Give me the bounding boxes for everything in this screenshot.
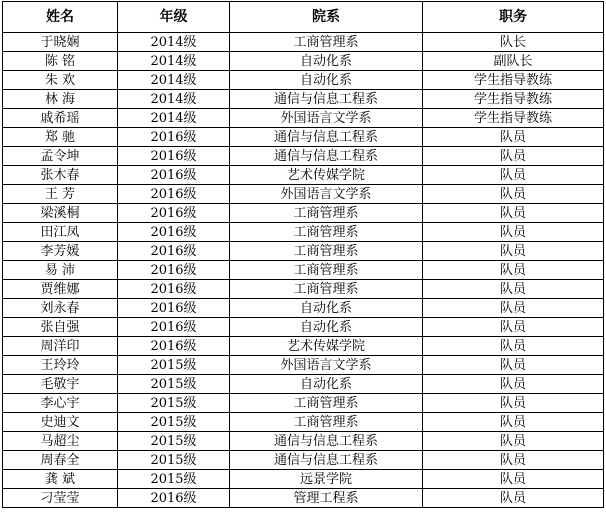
cell-position: 队员 — [423, 318, 604, 337]
cell-name: 周春全 — [3, 451, 118, 470]
cell-name: 王玲玲 — [3, 356, 118, 375]
cell-position: 队员 — [423, 128, 604, 147]
cell-grade: 2016级 — [118, 128, 230, 147]
cell-name: 刁莹莹 — [3, 489, 118, 508]
cell-department: 通信与信息工程系 — [230, 128, 423, 147]
cell-department: 自动化系 — [230, 299, 423, 318]
cell-position: 队长 — [423, 33, 604, 52]
cell-department: 自动化系 — [230, 318, 423, 337]
table-row — [3, 432, 604, 451]
cell-department: 工商管理系 — [230, 204, 423, 223]
table-row — [3, 413, 604, 432]
cell-department: 自动化系 — [230, 52, 423, 71]
cell-name: 马超尘 — [3, 432, 118, 451]
cell-department: 艺术传媒学院 — [230, 166, 423, 185]
cell-department: 自动化系 — [230, 71, 423, 90]
cell-name: 于晓娴 — [3, 33, 118, 52]
cell-position: 学生指导教练 — [423, 71, 604, 90]
cell-grade: 2014级 — [118, 109, 230, 128]
cell-position: 队员 — [423, 261, 604, 280]
table-row — [3, 185, 604, 204]
cell-grade: 2016级 — [118, 204, 230, 223]
cell-position: 队员 — [423, 147, 604, 166]
cell-grade: 2016级 — [118, 318, 230, 337]
cell-position: 队员 — [423, 413, 604, 432]
cell-name: 戚希瑶 — [3, 109, 118, 128]
table-row — [3, 109, 604, 128]
cell-grade: 2016级 — [118, 489, 230, 508]
cell-position: 队员 — [423, 185, 604, 204]
header-name: 姓名 — [3, 2, 118, 33]
cell-name: 张自强 — [3, 318, 118, 337]
cell-grade: 2016级 — [118, 147, 230, 166]
cell-position: 副队长 — [423, 52, 604, 71]
table-row — [3, 375, 604, 394]
cell-grade: 2016级 — [118, 223, 230, 242]
cell-grade: 2015级 — [118, 413, 230, 432]
cell-name: 贾维娜 — [3, 280, 118, 299]
cell-grade: 2016级 — [118, 185, 230, 204]
cell-position: 队员 — [423, 280, 604, 299]
table-row — [3, 128, 604, 147]
cell-name: 朱 欢 — [3, 71, 118, 90]
table-row — [3, 299, 604, 318]
cell-department: 工商管理系 — [230, 280, 423, 299]
cell-grade: 2016级 — [118, 280, 230, 299]
table-row — [3, 90, 604, 109]
cell-grade: 2015级 — [118, 451, 230, 470]
cell-department: 工商管理系 — [230, 413, 423, 432]
cell-name: 林 海 — [3, 90, 118, 109]
table-row — [3, 33, 604, 52]
cell-department: 远景学院 — [230, 470, 423, 489]
table-row — [3, 242, 604, 261]
cell-department: 工商管理系 — [230, 33, 423, 52]
cell-position: 队员 — [423, 432, 604, 451]
cell-grade: 2014级 — [118, 71, 230, 90]
table-row — [3, 394, 604, 413]
cell-position: 队员 — [423, 299, 604, 318]
cell-position: 队员 — [423, 394, 604, 413]
cell-grade: 2014级 — [118, 52, 230, 71]
cell-position: 队员 — [423, 356, 604, 375]
cell-department: 通信与信息工程系 — [230, 451, 423, 470]
cell-grade: 2015级 — [118, 375, 230, 394]
cell-department: 通信与信息工程系 — [230, 90, 423, 109]
cell-grade: 2015级 — [118, 356, 230, 375]
cell-department: 工商管理系 — [230, 242, 423, 261]
table-body — [3, 33, 604, 508]
cell-position: 队员 — [423, 489, 604, 508]
cell-name: 田江凤 — [3, 223, 118, 242]
cell-name: 王 芳 — [3, 185, 118, 204]
cell-position: 队员 — [423, 242, 604, 261]
header-grade: 年级 — [118, 2, 230, 33]
table-row — [3, 451, 604, 470]
cell-position: 队员 — [423, 337, 604, 356]
cell-department: 外国语言文学系 — [230, 356, 423, 375]
table-row — [3, 261, 604, 280]
table-row — [3, 318, 604, 337]
cell-department: 通信与信息工程系 — [230, 432, 423, 451]
cell-grade: 2015级 — [118, 470, 230, 489]
table-row — [3, 356, 604, 375]
table-row — [3, 470, 604, 489]
table-row — [3, 489, 604, 508]
cell-department: 工商管理系 — [230, 223, 423, 242]
cell-name: 毛敬宇 — [3, 375, 118, 394]
member-table — [2, 1, 604, 508]
cell-grade: 2016级 — [118, 299, 230, 318]
cell-position: 学生指导教练 — [423, 90, 604, 109]
cell-position: 队员 — [423, 223, 604, 242]
cell-grade: 2016级 — [118, 166, 230, 185]
cell-department: 管理工程系 — [230, 489, 423, 508]
cell-name: 李芳媛 — [3, 242, 118, 261]
cell-department: 工商管理系 — [230, 394, 423, 413]
table-row — [3, 280, 604, 299]
table-row — [3, 223, 604, 242]
cell-name: 龚 斌 — [3, 470, 118, 489]
cell-position: 队员 — [423, 204, 604, 223]
cell-name: 史迪文 — [3, 413, 118, 432]
table-row — [3, 147, 604, 166]
table-row — [3, 204, 604, 223]
cell-grade: 2014级 — [118, 33, 230, 52]
cell-position: 队员 — [423, 375, 604, 394]
cell-name: 郑 驰 — [3, 128, 118, 147]
header-row — [3, 2, 604, 33]
table-row — [3, 52, 604, 71]
cell-name: 张木春 — [3, 166, 118, 185]
cell-name: 易 沛 — [3, 261, 118, 280]
cell-department: 艺术传媒学院 — [230, 337, 423, 356]
cell-grade: 2016级 — [118, 242, 230, 261]
cell-department: 工商管理系 — [230, 261, 423, 280]
cell-name: 孟令坤 — [3, 147, 118, 166]
cell-grade: 2016级 — [118, 337, 230, 356]
cell-name: 周洋印 — [3, 337, 118, 356]
cell-name: 李心宇 — [3, 394, 118, 413]
cell-position: 队员 — [423, 451, 604, 470]
header-department: 院系 — [230, 2, 423, 33]
table-row — [3, 71, 604, 90]
cell-department: 自动化系 — [230, 375, 423, 394]
cell-name: 梁溪桐 — [3, 204, 118, 223]
cell-position: 学生指导教练 — [423, 109, 604, 128]
cell-position: 队员 — [423, 166, 604, 185]
cell-name: 陈 铭 — [3, 52, 118, 71]
cell-grade: 2016级 — [118, 261, 230, 280]
cell-position: 队员 — [423, 470, 604, 489]
cell-department: 通信与信息工程系 — [230, 147, 423, 166]
cell-department: 外国语言文学系 — [230, 185, 423, 204]
table-row — [3, 337, 604, 356]
table-row — [3, 166, 604, 185]
header-position: 职务 — [423, 2, 604, 33]
cell-department: 外国语言文学系 — [230, 109, 423, 128]
cell-grade: 2015级 — [118, 432, 230, 451]
cell-name: 刘永春 — [3, 299, 118, 318]
cell-grade: 2014级 — [118, 90, 230, 109]
cell-grade: 2015级 — [118, 394, 230, 413]
